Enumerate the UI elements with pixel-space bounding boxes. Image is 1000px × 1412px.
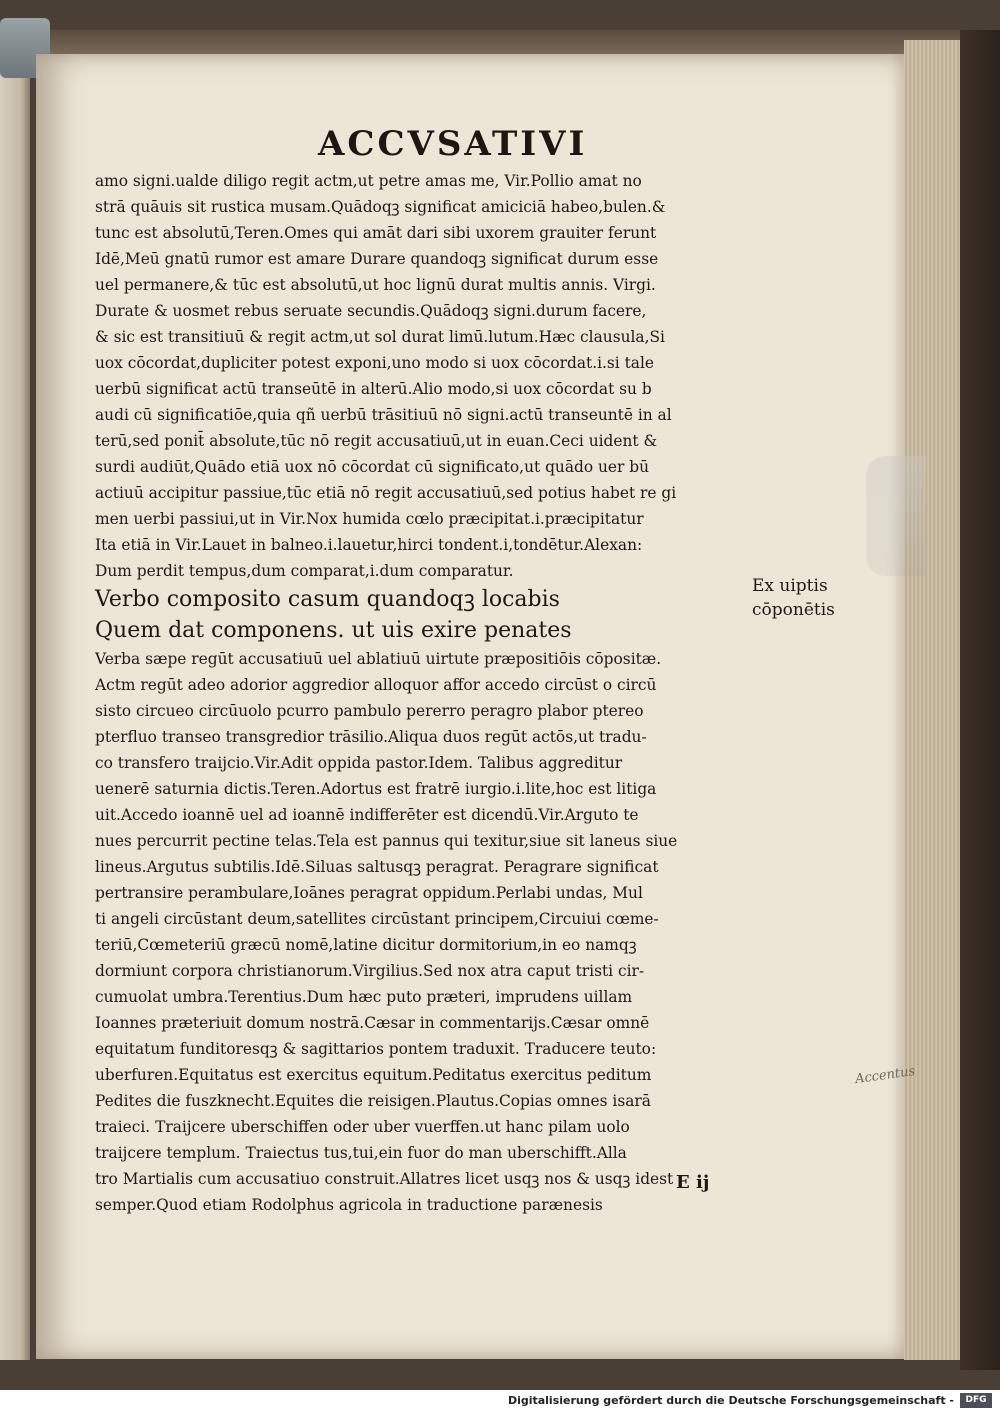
page-header: ACCVSATIVI (318, 124, 588, 164)
text-line: Idē,Meū gnatū rumor est amare Durare quandoqꝫ significat durum esse (95, 250, 659, 268)
handwritten-annotation: Accentus (854, 1063, 917, 1088)
text-line: traijcere templum. Traiectus tus,tui,ein fuor do man uberschifft.Alla (95, 1144, 627, 1162)
text-line: Actm regūt adeo adorior aggredior alloquor affor accedo circūst o circū (95, 676, 657, 694)
margin-note-line: Ex uiptis (752, 576, 828, 596)
text-line: surdi audiūt,Quādo etiā uox nō cōcordat cū significato,ut quādo uer bū (95, 458, 650, 476)
page-clip-shadow (866, 456, 926, 576)
text-line: cumuolat umbra.Terentius.Dum hæc puto præteri, imprudens uillam (95, 988, 633, 1006)
text-line: Durate & uosmet rebus seruate secundis.Quādoqꝫ signi.durum facere, (95, 302, 647, 320)
text-line: dormiunt corpora christianorum.Virgilius.Sed nox atra caput tristi cir- (95, 962, 645, 980)
dfg-logo: DFG (960, 1393, 992, 1408)
text-line: equitatum funditoresqꝫ & sagittarios pontem traduxit. Traducere teuto: (95, 1040, 657, 1058)
margin-note (752, 574, 835, 622)
text-line: pterfluo transeo transgredior trāsilio.Aliqua duos regūt actōs,ut tradu- (95, 728, 647, 746)
funding-credit: Digitalisierung gefördert durch die Deutsche Forschungsgemeinschaft - (507, 1394, 954, 1407)
text-line: uel permanere,& tūc est absolutū,ut hoc lignū durat multis annis. Virgi. (95, 276, 656, 294)
text-line: Pedites die fuszknecht.Equites die reisigen.Plautus.Copias omnes isarā (95, 1092, 651, 1110)
cover-edge (960, 30, 1000, 1370)
text-line: teriū,Cœmeteriū græcū nomē,latine dicitur dormitorium,in eo namqꝫ (95, 936, 637, 954)
text-line: Ioannes præteriuit domum nostrā.Cæsar in commentarijs.Cæsar omnē (95, 1014, 650, 1032)
text-line: tro Martialis cum accusatiuo construit.Allatres licet usqꝫ nos & usqꝫ idest (95, 1170, 674, 1188)
text-line: semper.Quod etiam Rodolphus agricola in traductione parænesis (95, 1196, 603, 1214)
text-line: nues percurrit pectine telas.Tela est pannus qui texitur,siue sit laneus siue (95, 832, 678, 850)
text-line: uerbū significat actū transeūtē in alterū.Alio modo,si uox cōcordat su b (95, 380, 652, 398)
text-line: & sic est transitiuū & regit actm,ut sol durat limū.lutum.Hæc clausula,Si (95, 328, 665, 346)
text-line: pertransire perambulare,Ioānes peragrat oppidum.Perlabi undas, Mul (95, 884, 643, 902)
page-body (95, 168, 770, 1218)
text-line: ti angeli circūstant deum,satellites circūstant principem,Circuiui cœme- (95, 910, 659, 928)
text-line: uberfuren.Equitatus est exercitus equitum.Peditatus exercitus peditum (95, 1066, 652, 1084)
text-line: tunc est absolutū,Teren.Omes qui amāt dari sibi uxorem grauiter ferunt (95, 224, 657, 242)
signature-mark: E ij (676, 1172, 710, 1193)
text-line: actiuū accipitur passiue,tūc etiā nō regit accusatiuū,sed potius habet re gi (95, 484, 677, 502)
text-line: terū,sed ponit̄ absolute,tūc nō regit accusatiuū,ut in euan.Ceci uident & (95, 432, 658, 450)
text-line: uox cōcordat,dupliciter potest exponi,uno modo si uox cōcordat.i.si tale (95, 354, 655, 372)
text-line: traieci. Traijcere uberschiffen oder uber vuerffen.ut hanc pilam uolo (95, 1118, 630, 1136)
verse-line: Quem dat componens. ut uis exire penates (95, 618, 572, 643)
text-line: co transfero traijcio.Vir.Adit oppida pastor.Idem. Talibus aggreditur (95, 754, 623, 772)
facing-page-edge (0, 60, 30, 1360)
margin-note-line: cōponētis (752, 600, 835, 620)
text-line: strā quāuis sit rustica musam.Quādoqꝫ significat amiciciā habeo,bulen.& (95, 198, 666, 216)
text-line: Verba sæpe regūt accusatiuū uel ablatiuū uirtute præpositiōis cōpositæ. (95, 650, 662, 668)
text-line: men uerbi passiui,ut in Vir.Nox humida cœlo præcipitat.i.præcipitatur (95, 510, 644, 528)
text-line: uit.Accedo ioannē uel ad ioannē indifferēter est dicendū.Vir.Arguto te (95, 806, 639, 824)
text-line: audi cū significatiōe,quia qñ uerbū trāsitiuū nō signi.actū transeuntē in al (95, 406, 672, 424)
text-line: Ita etiā in Vir.Lauet in balneo.i.lauetur,hirci tondent.i,tondētur.Alexan: (95, 536, 643, 554)
text-line: uenerē saturnia dictis.Teren.Adortus est fratrē iurgio.i.lite,hoc est litiga (95, 780, 657, 798)
page-edges (904, 40, 964, 1360)
text-line: amo signi.ualde diligo regit actm,ut petre amas me, Vir.Pollio amat no (95, 172, 642, 190)
text-line: Dum perdit tempus,dum comparat,i.dum comparatur. (95, 562, 514, 580)
text-line: sisto circueo circūuolo pcurro pambulo pererro peragro plabor ptereo (95, 702, 644, 720)
footer-bar (0, 1390, 1000, 1412)
text-line: lineus.Argutus subtilis.Idē.Siluas saltusqꝫ peragrat. Peragrare significat (95, 858, 659, 876)
verse-line: Verbo composito casum quandoqꝫ locabis (95, 587, 560, 612)
